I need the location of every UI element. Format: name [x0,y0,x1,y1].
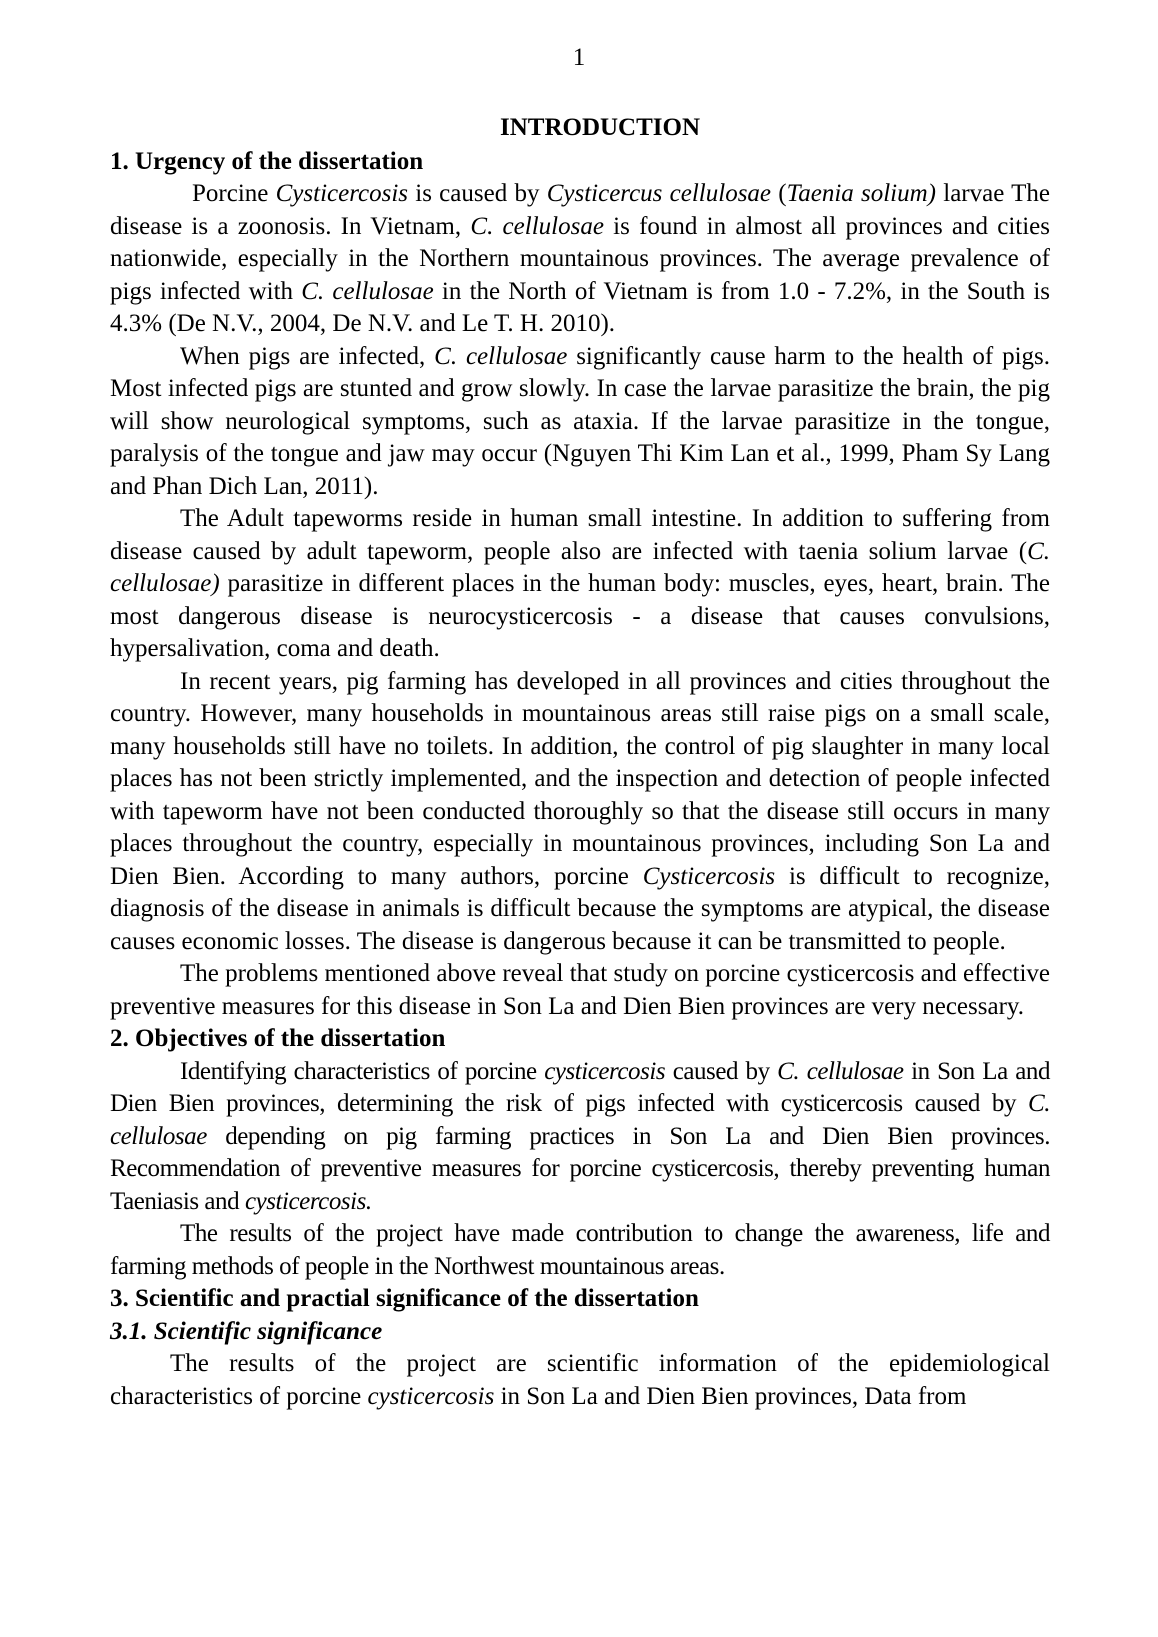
paragraph: The Adult tapeworms reside in human small intestine. In addition to suffering from disease caused by adult tapeworm, people also are infected with taenia solium larvae (C. cellulosae) parasitize in different places in the human body: muscles, eyes, heart, brain. The most dangerous disease is neurocysticercosis - a disease that causes convulsions, hypersalivation, coma and death. [110,505,1050,662]
paragraph: The results of the project have made contribution to change the awareness, life and farming methods of people in the Northwest mountainous areas. [110,1220,1050,1280]
subsection-heading-scientific: 3.1. Scientific significance [110,1317,383,1345]
paragraph: When pigs are infected, C. cellulosae significantly cause harm to the health of pigs. Most infected pigs are stunted and grow slowly. In case the larvae parasitize the brain, the pig will show neurological symptoms, such as ataxia. If the larvae parasitize in the tongue, paralysis of the tongue and jaw may occur (Nguyen Thi Kim Lan et al., 1999, Pham Sy Lang and Phan Dich Lan, 2011). [110,342,1051,500]
paragraph: The problems mentioned above reveal that study on porcine cysticercosis and effective preventive measures for this disease in Son La and Dien Bien provinces are very necessary. [110,960,1050,1020]
section-heading-urgency: 1. Urgency of the dissertation [110,147,424,175]
section-heading-significance: 3. Scientific and practial significance of the dissertation [110,1285,699,1312]
page-number: 1 [572,44,586,71]
paragraph: Porcine Cysticercosis is caused by Cysticercus cellulosae (Taenia solium) larvae The disease is a zoonosis. In Vietnam, C. cellulosae is found in almost all provinces and cities nationwide, especially in the Northern mountainous provinces. The average prevalence of pigs infected with C. cellulosae in the North of Vietnam is from 1.0 - 7.2%, in the South is 4.3% (De N.V., 2004, De N.V. and Le T. H. 2010). [110,180,1051,337]
paragraph: Identifying characteristics of porcine cysticercosis caused by C. cellulosae in Son La and Dien Bien provinces, determining the risk of pigs infected with cysticercosis caused by C. cellulosae depending on pig farming practices in Son La and Dien Bien provinces. Recommendation of preventive measures for porcine cysticercosis, thereby preventing human Taeniasis and cysticercosis. [110,1057,1050,1215]
paragraph: In recent years, pig farming has developed in all provinces and cities throughout the country. However, many households in mountainous areas still raise pigs on a small scale, many households still have no toilets. In addition, the control of pig slaughter in many local places has not been strictly implemented, and the inspection and detection of people infected with tapeworm have not been conducted thoroughly so that the disease still occurs in many places throughout the country, especially in mountainous provinces, including Son La and Dien Bien. According to many authors, porcine Cysticercosis is difficult to recognize, diagnosis of the disease in animals is difficult because the symptoms are atypical, the disease causes economic losses. The disease is dangerous because it can be transmitted to people. [110,667,1051,955]
paragraph: The results of the project are scientific information of the epidemiological characteristics of porcine cysticercosis in Son La and Dien Bien provinces, Data from [110,1350,1050,1410]
section-heading-objectives: 2. Objectives of the dissertation [110,1025,446,1052]
page-content [110,112,1050,1413]
page-title: INTRODUCTION [499,114,701,141]
